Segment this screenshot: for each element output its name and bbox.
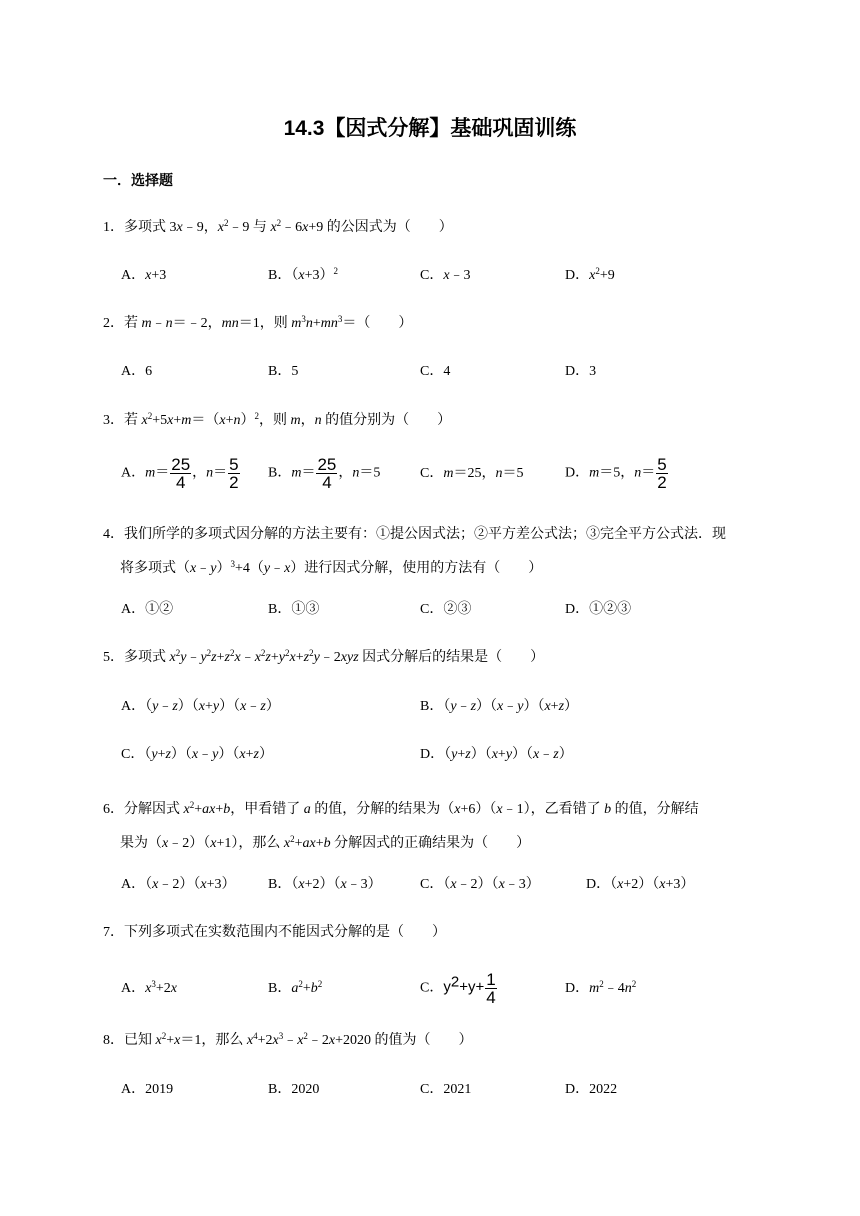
question-3-option-b: B．m＝ $\frac{25}{4}$ ，n＝5 <box>268 455 381 492</box>
question-1-option-d: D．$x^2+9$ <box>565 266 615 283</box>
question-1-option-c: C．x﹣3 <box>420 268 471 283</box>
question-5-option-c: C．（y+z）（x﹣y）（x+z） <box>121 747 273 762</box>
question-6-stem: 6．分解因式 $x^2+ax+b$，甲看错了 a 的值，分解的结果为（x+6）（x﹣1），乙看错了 b 的值，分解结 果为（x﹣2）（x+1），那么 $x^2+ax+b$ 分解因式的正确结果为（ ） <box>103 800 699 851</box>
question-1-option-a: A．x+3 <box>121 268 167 283</box>
question-4-option-c: C．②③ <box>420 602 472 617</box>
question-8-option-b: B．2020 <box>268 1082 320 1097</box>
question-7-option-a: A．$x^3+2x$ <box>121 979 177 996</box>
question-7-stem: 7．下列多项式在实数范围内不能因式分解的是（ ） <box>103 925 446 940</box>
question-2-option-b: B．5 <box>268 364 299 379</box>
page-title: 14.3【因式分解】基础巩固训练 <box>283 117 577 140</box>
question-2-option-a: A．6 <box>121 364 153 379</box>
question-4-option-d: D．①②③ <box>565 602 632 617</box>
question-8-option-a: A．2019 <box>121 1082 174 1097</box>
fraction: $\frac{1}{4}$ <box>486 970 496 1007</box>
question-7-option-b: B．$a^2+b^2$ <box>268 979 323 996</box>
question-2-option-c: C．4 <box>420 364 451 379</box>
question-6-option-a: A．（x﹣2）（x+3） <box>121 877 236 892</box>
section-heading: 一．选择题 <box>103 172 173 188</box>
question-7-option-d: D．$m^2﹣4n^2$ <box>565 979 637 996</box>
question-7-option-c: C．$y^2+y+$ $\frac{1}{4}$ <box>420 970 496 1007</box>
question-3-option-d: D．m＝5，n＝ $\frac{5}{2}$ <box>565 455 667 492</box>
fraction: $\frac{5}{2}$ <box>657 455 667 492</box>
question-4-option-b: B．①③ <box>268 602 320 617</box>
question-6-option-d: D．（x+2）（x+3） <box>586 877 695 892</box>
question-1-stem: 1．多项式 3x﹣9，$x^2﹣9$ 与 $x^2﹣6x+9$ 的公因式为（ ） <box>103 218 453 235</box>
question-4-stem: 4．我们所学的多项式因分解的方法主要有：①提公因式法；②平方差公式法；③完全平方公式法．现 将多项式（x﹣y）$^3$+4（y﹣x）进行因式分解，使用的方法有（ ） <box>103 527 726 576</box>
question-2-option-d: D．3 <box>565 364 597 379</box>
question-3-option-c: C．m＝25，n＝5 <box>420 466 524 481</box>
question-5-option-a: A．（y﹣z）（x+y）（x﹣z） <box>121 699 280 714</box>
fraction: $\frac{25}{4}$ <box>171 455 191 492</box>
question-3-option-a: A．m＝ $\frac{25}{4}$ ，n＝ $\frac{5}{2}$ <box>121 455 239 492</box>
question-5-option-d: D．（y+z）（x+y）（x﹣z） <box>420 747 573 762</box>
question-1-option-b: B．$(x+3)^2$ <box>268 266 338 283</box>
question-8-option-c: C．2021 <box>420 1082 472 1097</box>
question-5-stem: 5．多项式 $x^2y﹣y^2z+z^2x﹣x^2z+y^2x+z^2y﹣2xyz$ 因式分解后的结果是（ ） <box>103 648 545 665</box>
question-5-option-b: B．（y﹣z）（x﹣y）（x+z） <box>420 699 579 714</box>
question-6-option-b: B．（x+2）（x﹣3） <box>268 877 382 892</box>
question-8-option-d: D．2022 <box>565 1082 618 1097</box>
fraction: $\frac{25}{4}$ <box>317 455 337 492</box>
question-3-stem: 3．若 $x^2+5x+m=(x+n)^2$，则 m，n 的值分别为（ ） <box>103 411 452 428</box>
fraction: $\frac{5}{2}$ <box>229 455 239 492</box>
question-6-option-c: C．（x﹣2）（x﹣3） <box>420 877 540 892</box>
question-2-stem: 2．若 m﹣n＝﹣2，mn＝1，则 $m^3n+mn^3=$（ ） <box>103 314 413 331</box>
question-8-stem: 8．已知 $x^2+x=1$，那么 $x^4+2x^3﹣x^2﹣2x+2020$ 的值为（ ） <box>103 1031 473 1048</box>
question-4-option-a: A．①② <box>121 602 174 617</box>
